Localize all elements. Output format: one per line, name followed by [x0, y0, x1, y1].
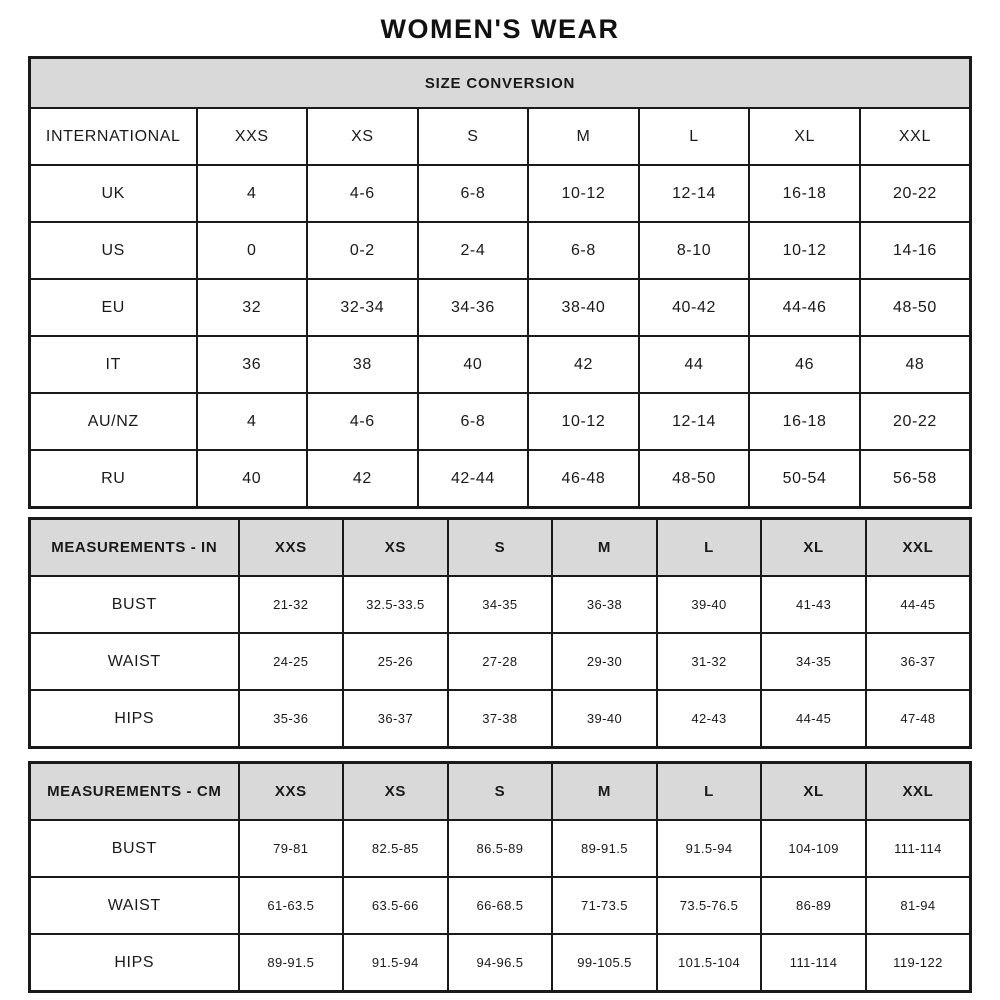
table-row — [30, 450, 971, 508]
measurement-cell: 25-26 — [343, 633, 448, 690]
size-column-header: S — [448, 519, 553, 577]
measurement-cell: 94-96.5 — [448, 934, 553, 992]
size-cell: 40-42 — [639, 279, 750, 336]
size-cell: 34-36 — [418, 279, 529, 336]
measurement-cell: 86.5-89 — [448, 820, 553, 877]
size-column-header: XL — [761, 763, 866, 821]
measurements-cm-table — [28, 761, 972, 993]
size-cell: 20-22 — [860, 393, 971, 450]
size-column-header: XS — [343, 519, 448, 577]
measurement-cell: 63.5-66 — [343, 877, 448, 934]
table-row — [30, 222, 971, 279]
measurement-cell: 47-48 — [866, 690, 971, 748]
size-column-header: M — [528, 108, 639, 165]
size-column-header: XXL — [860, 108, 971, 165]
size-column-header: XS — [343, 763, 448, 821]
table-row — [30, 877, 971, 934]
label-column-header: INTERNATIONAL — [30, 108, 197, 165]
size-cell: 44-46 — [749, 279, 860, 336]
size-cell: 38 — [307, 336, 418, 393]
size-column-header: L — [657, 763, 762, 821]
size-column-header: XL — [761, 519, 866, 577]
size-column-header: XXL — [866, 763, 971, 821]
measurement-cell: 36-37 — [343, 690, 448, 748]
measurement-cell: 71-73.5 — [552, 877, 657, 934]
size-cell: 10-12 — [528, 393, 639, 450]
table-row — [30, 279, 971, 336]
size-cell: 4-6 — [307, 165, 418, 222]
measurement-cell: 21-32 — [239, 576, 344, 633]
size-cell: 50-54 — [749, 450, 860, 508]
size-column-header: S — [418, 108, 529, 165]
measurement-cell: 91.5-94 — [343, 934, 448, 992]
column-header-row — [30, 763, 971, 821]
table-caption: MEASUREMENTS - IN — [30, 519, 239, 577]
size-cell: 20-22 — [860, 165, 971, 222]
table-caption: MEASUREMENTS - CM — [30, 763, 239, 821]
row-label: EU — [30, 279, 197, 336]
measurement-cell: 61-63.5 — [239, 877, 344, 934]
size-cell: 42 — [307, 450, 418, 508]
measurement-cell: 44-45 — [866, 576, 971, 633]
measurement-cell: 32.5-33.5 — [343, 576, 448, 633]
size-cell: 42 — [528, 336, 639, 393]
measurement-cell: 111-114 — [761, 934, 866, 992]
table-row — [30, 690, 971, 748]
size-cell: 32 — [197, 279, 308, 336]
measurement-cell: 27-28 — [448, 633, 553, 690]
measurement-cell: 29-30 — [552, 633, 657, 690]
column-header-row — [30, 519, 971, 577]
size-cell: 44 — [639, 336, 750, 393]
size-cell: 0-2 — [307, 222, 418, 279]
table-row — [30, 393, 971, 450]
size-cell: 6-8 — [418, 165, 529, 222]
size-cell: 8-10 — [639, 222, 750, 279]
measurement-cell: 119-122 — [866, 934, 971, 992]
size-column-header: XL — [749, 108, 860, 165]
measurements-cm-body — [30, 763, 971, 992]
row-label: BUST — [30, 820, 239, 877]
size-cell: 46 — [749, 336, 860, 393]
measurement-cell: 66-68.5 — [448, 877, 553, 934]
table-row — [30, 820, 971, 877]
size-column-header: S — [448, 763, 553, 821]
measurement-cell: 44-45 — [761, 690, 866, 748]
size-cell: 12-14 — [639, 393, 750, 450]
row-label: HIPS — [30, 690, 239, 748]
size-column-header: XS — [307, 108, 418, 165]
column-header-row — [30, 108, 971, 165]
measurement-cell: 104-109 — [761, 820, 866, 877]
size-column-header: XXS — [197, 108, 308, 165]
row-label: HIPS — [30, 934, 239, 992]
measurement-cell: 101.5-104 — [657, 934, 762, 992]
measurement-cell: 82.5-85 — [343, 820, 448, 877]
size-column-header: L — [657, 519, 762, 577]
measurements-in-table — [28, 517, 972, 749]
measurement-cell: 111-114 — [866, 820, 971, 877]
row-label: IT — [30, 336, 197, 393]
table-row — [30, 336, 971, 393]
size-cell: 40 — [418, 336, 529, 393]
size-cell: 6-8 — [418, 393, 529, 450]
size-conversion-body — [30, 58, 971, 508]
row-label: RU — [30, 450, 197, 508]
measurement-cell: 91.5-94 — [657, 820, 762, 877]
measurement-cell: 35-36 — [239, 690, 344, 748]
size-cell: 14-16 — [860, 222, 971, 279]
size-cell: 48 — [860, 336, 971, 393]
measurement-cell: 89-91.5 — [239, 934, 344, 992]
measurement-cell: 39-40 — [657, 576, 762, 633]
size-cell: 36 — [197, 336, 308, 393]
measurement-cell: 42-43 — [657, 690, 762, 748]
size-column-header: M — [552, 763, 657, 821]
measurement-cell: 79-81 — [239, 820, 344, 877]
size-cell: 4-6 — [307, 393, 418, 450]
row-label: AU/NZ — [30, 393, 197, 450]
size-column-header: XXL — [866, 519, 971, 577]
size-cell: 42-44 — [418, 450, 529, 508]
size-cell: 32-34 — [307, 279, 418, 336]
measurement-cell: 86-89 — [761, 877, 866, 934]
table-caption: SIZE CONVERSION — [30, 58, 971, 109]
measurement-cell: 37-38 — [448, 690, 553, 748]
measurement-cell: 34-35 — [448, 576, 553, 633]
measurement-cell: 24-25 — [239, 633, 344, 690]
size-column-header: M — [552, 519, 657, 577]
measurements-in-body — [30, 519, 971, 748]
size-cell: 56-58 — [860, 450, 971, 508]
size-column-header: XXS — [239, 763, 344, 821]
measurement-cell: 36-37 — [866, 633, 971, 690]
row-label: BUST — [30, 576, 239, 633]
size-cell: 0 — [197, 222, 308, 279]
size-cell: 16-18 — [749, 393, 860, 450]
measurement-cell: 31-32 — [657, 633, 762, 690]
page-title: WOMEN'S WEAR — [380, 14, 620, 44]
table-row — [30, 934, 971, 992]
size-cell: 12-14 — [639, 165, 750, 222]
size-column-header: XXS — [239, 519, 344, 577]
row-label: UK — [30, 165, 197, 222]
size-column-header: L — [639, 108, 750, 165]
measurement-cell: 36-38 — [552, 576, 657, 633]
measurement-cell: 73.5-76.5 — [657, 877, 762, 934]
table-row — [30, 165, 971, 222]
table-row — [30, 576, 971, 633]
measurement-cell: 39-40 — [552, 690, 657, 748]
size-cell: 38-40 — [528, 279, 639, 336]
size-cell: 6-8 — [528, 222, 639, 279]
row-label: WAIST — [30, 633, 239, 690]
size-conversion-table — [28, 56, 972, 509]
caption-row — [30, 58, 971, 109]
measurement-cell: 81-94 — [866, 877, 971, 934]
measurement-cell: 34-35 — [761, 633, 866, 690]
size-cell: 48-50 — [860, 279, 971, 336]
measurement-cell: 99-105.5 — [552, 934, 657, 992]
size-cell: 40 — [197, 450, 308, 508]
measurement-cell: 41-43 — [761, 576, 866, 633]
size-cell: 10-12 — [749, 222, 860, 279]
row-label: US — [30, 222, 197, 279]
size-cell: 4 — [197, 165, 308, 222]
size-cell: 2-4 — [418, 222, 529, 279]
size-cell: 4 — [197, 393, 308, 450]
row-label: WAIST — [30, 877, 239, 934]
size-cell: 48-50 — [639, 450, 750, 508]
measurement-cell: 89-91.5 — [552, 820, 657, 877]
table-row — [30, 633, 971, 690]
size-cell: 10-12 — [528, 165, 639, 222]
size-cell: 16-18 — [749, 165, 860, 222]
size-cell: 46-48 — [528, 450, 639, 508]
